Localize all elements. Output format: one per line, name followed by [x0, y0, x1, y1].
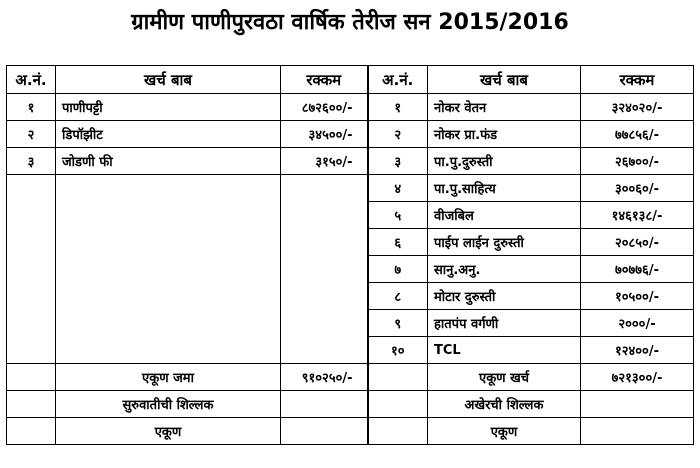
expense-item: पाईप लाईन दुरुस्ती — [428, 229, 581, 256]
table-row — [7, 148, 694, 175]
expense-item: नोकर वेतन — [428, 94, 581, 121]
header-amount: रक्कम — [581, 66, 694, 94]
income-sr: १ — [7, 94, 56, 121]
header-item: खर्च बाब — [56, 66, 281, 94]
expense-item: पा.पु.साहित्य — [428, 175, 581, 202]
expense-item: नोकर प्रा.फंड — [428, 121, 581, 148]
total-expense-amount: ७२१३००/- — [581, 364, 694, 391]
table-row — [7, 121, 694, 148]
income-item: पाणीपट्टी — [56, 94, 281, 121]
total-income-label: एकूण जमा — [56, 364, 281, 391]
expense-sr: ४ — [368, 175, 428, 202]
total-expense-label: एकूण खर्च — [428, 364, 581, 391]
grand-total-right-label: एकूण — [428, 418, 581, 445]
opening-balance-label: सुरुवातीची शिल्लक — [56, 391, 281, 418]
expense-amount: ७७८५६/- — [581, 121, 694, 148]
expense-amount: १४६१३८/- — [581, 202, 694, 229]
expense-amount: १२४००/- — [581, 337, 694, 364]
expense-item: हातपंप वर्गणी — [428, 310, 581, 337]
header-amount: रक्कम — [281, 66, 368, 94]
income-sr: २ — [7, 121, 56, 148]
income-item: जोडणी फी — [56, 148, 281, 175]
empty-cell — [281, 175, 368, 364]
expense-sr: २ — [368, 121, 428, 148]
expense-item: पा.पु.दुरुस्ती — [428, 148, 581, 175]
page-title: ग्रामीण पाणीपुरवठा वार्षिक तेरीज सन 2015/2016 — [131, 10, 569, 35]
income-amount: ३४५००/- — [281, 121, 368, 148]
table-row — [7, 94, 694, 121]
expense-amount: ३००६०/- — [581, 175, 694, 202]
empty-cell — [368, 364, 428, 391]
empty-cell — [7, 364, 56, 391]
expense-sr: ९ — [368, 310, 428, 337]
header-item: खर्च बाब — [428, 66, 581, 94]
header-sr: अ.नं. — [368, 66, 428, 94]
expense-amount: ३२४०२०/- — [581, 94, 694, 121]
empty-cell — [7, 391, 56, 418]
expense-sr: १० — [368, 337, 428, 364]
header-sr: अ.नं. — [7, 66, 56, 94]
table-row — [7, 175, 694, 202]
expense-amount: २०००/- — [581, 310, 694, 337]
expense-item: वीजबिल — [428, 202, 581, 229]
grand-total-left-amount — [281, 418, 368, 445]
expense-sr: १ — [368, 94, 428, 121]
closing-balance-amount — [581, 391, 694, 418]
expense-sr: ६ — [368, 229, 428, 256]
expense-sr: ७ — [368, 256, 428, 283]
income-sr: ३ — [7, 148, 56, 175]
expense-item: मोटार दुरुस्ती — [428, 283, 581, 310]
expense-amount: २६७००/- — [581, 148, 694, 175]
expense-amount: २०८५०/- — [581, 229, 694, 256]
grand-total-right-amount — [581, 418, 694, 445]
income-item: डिपॉझीट — [56, 121, 281, 148]
opening-balance-amount — [281, 391, 368, 418]
total-income-amount: ९१०२५०/- — [281, 364, 368, 391]
grand-total-left-label: एकूण — [56, 418, 281, 445]
ledger-table — [6, 65, 694, 445]
expense-amount: ७०७७६/- — [581, 256, 694, 283]
empty-cell — [368, 391, 428, 418]
empty-cell — [368, 418, 428, 445]
expense-sr: ५ — [368, 202, 428, 229]
total-row — [7, 364, 694, 391]
balance-row — [7, 391, 694, 418]
closing-balance-label: अखेरची शिल्लक — [428, 391, 581, 418]
expense-item: सानु.अनु. — [428, 256, 581, 283]
expense-item: TCL — [428, 337, 581, 364]
income-amount: ३१५०/- — [281, 148, 368, 175]
empty-cell — [7, 418, 56, 445]
expense-amount: १०५००/- — [581, 283, 694, 310]
income-amount: ८७२६००/- — [281, 94, 368, 121]
empty-cell — [7, 175, 56, 364]
header-row — [7, 66, 694, 94]
expense-sr: ३ — [368, 148, 428, 175]
expense-sr: ८ — [368, 283, 428, 310]
grand-total-row — [7, 418, 694, 445]
empty-cell — [56, 175, 281, 364]
